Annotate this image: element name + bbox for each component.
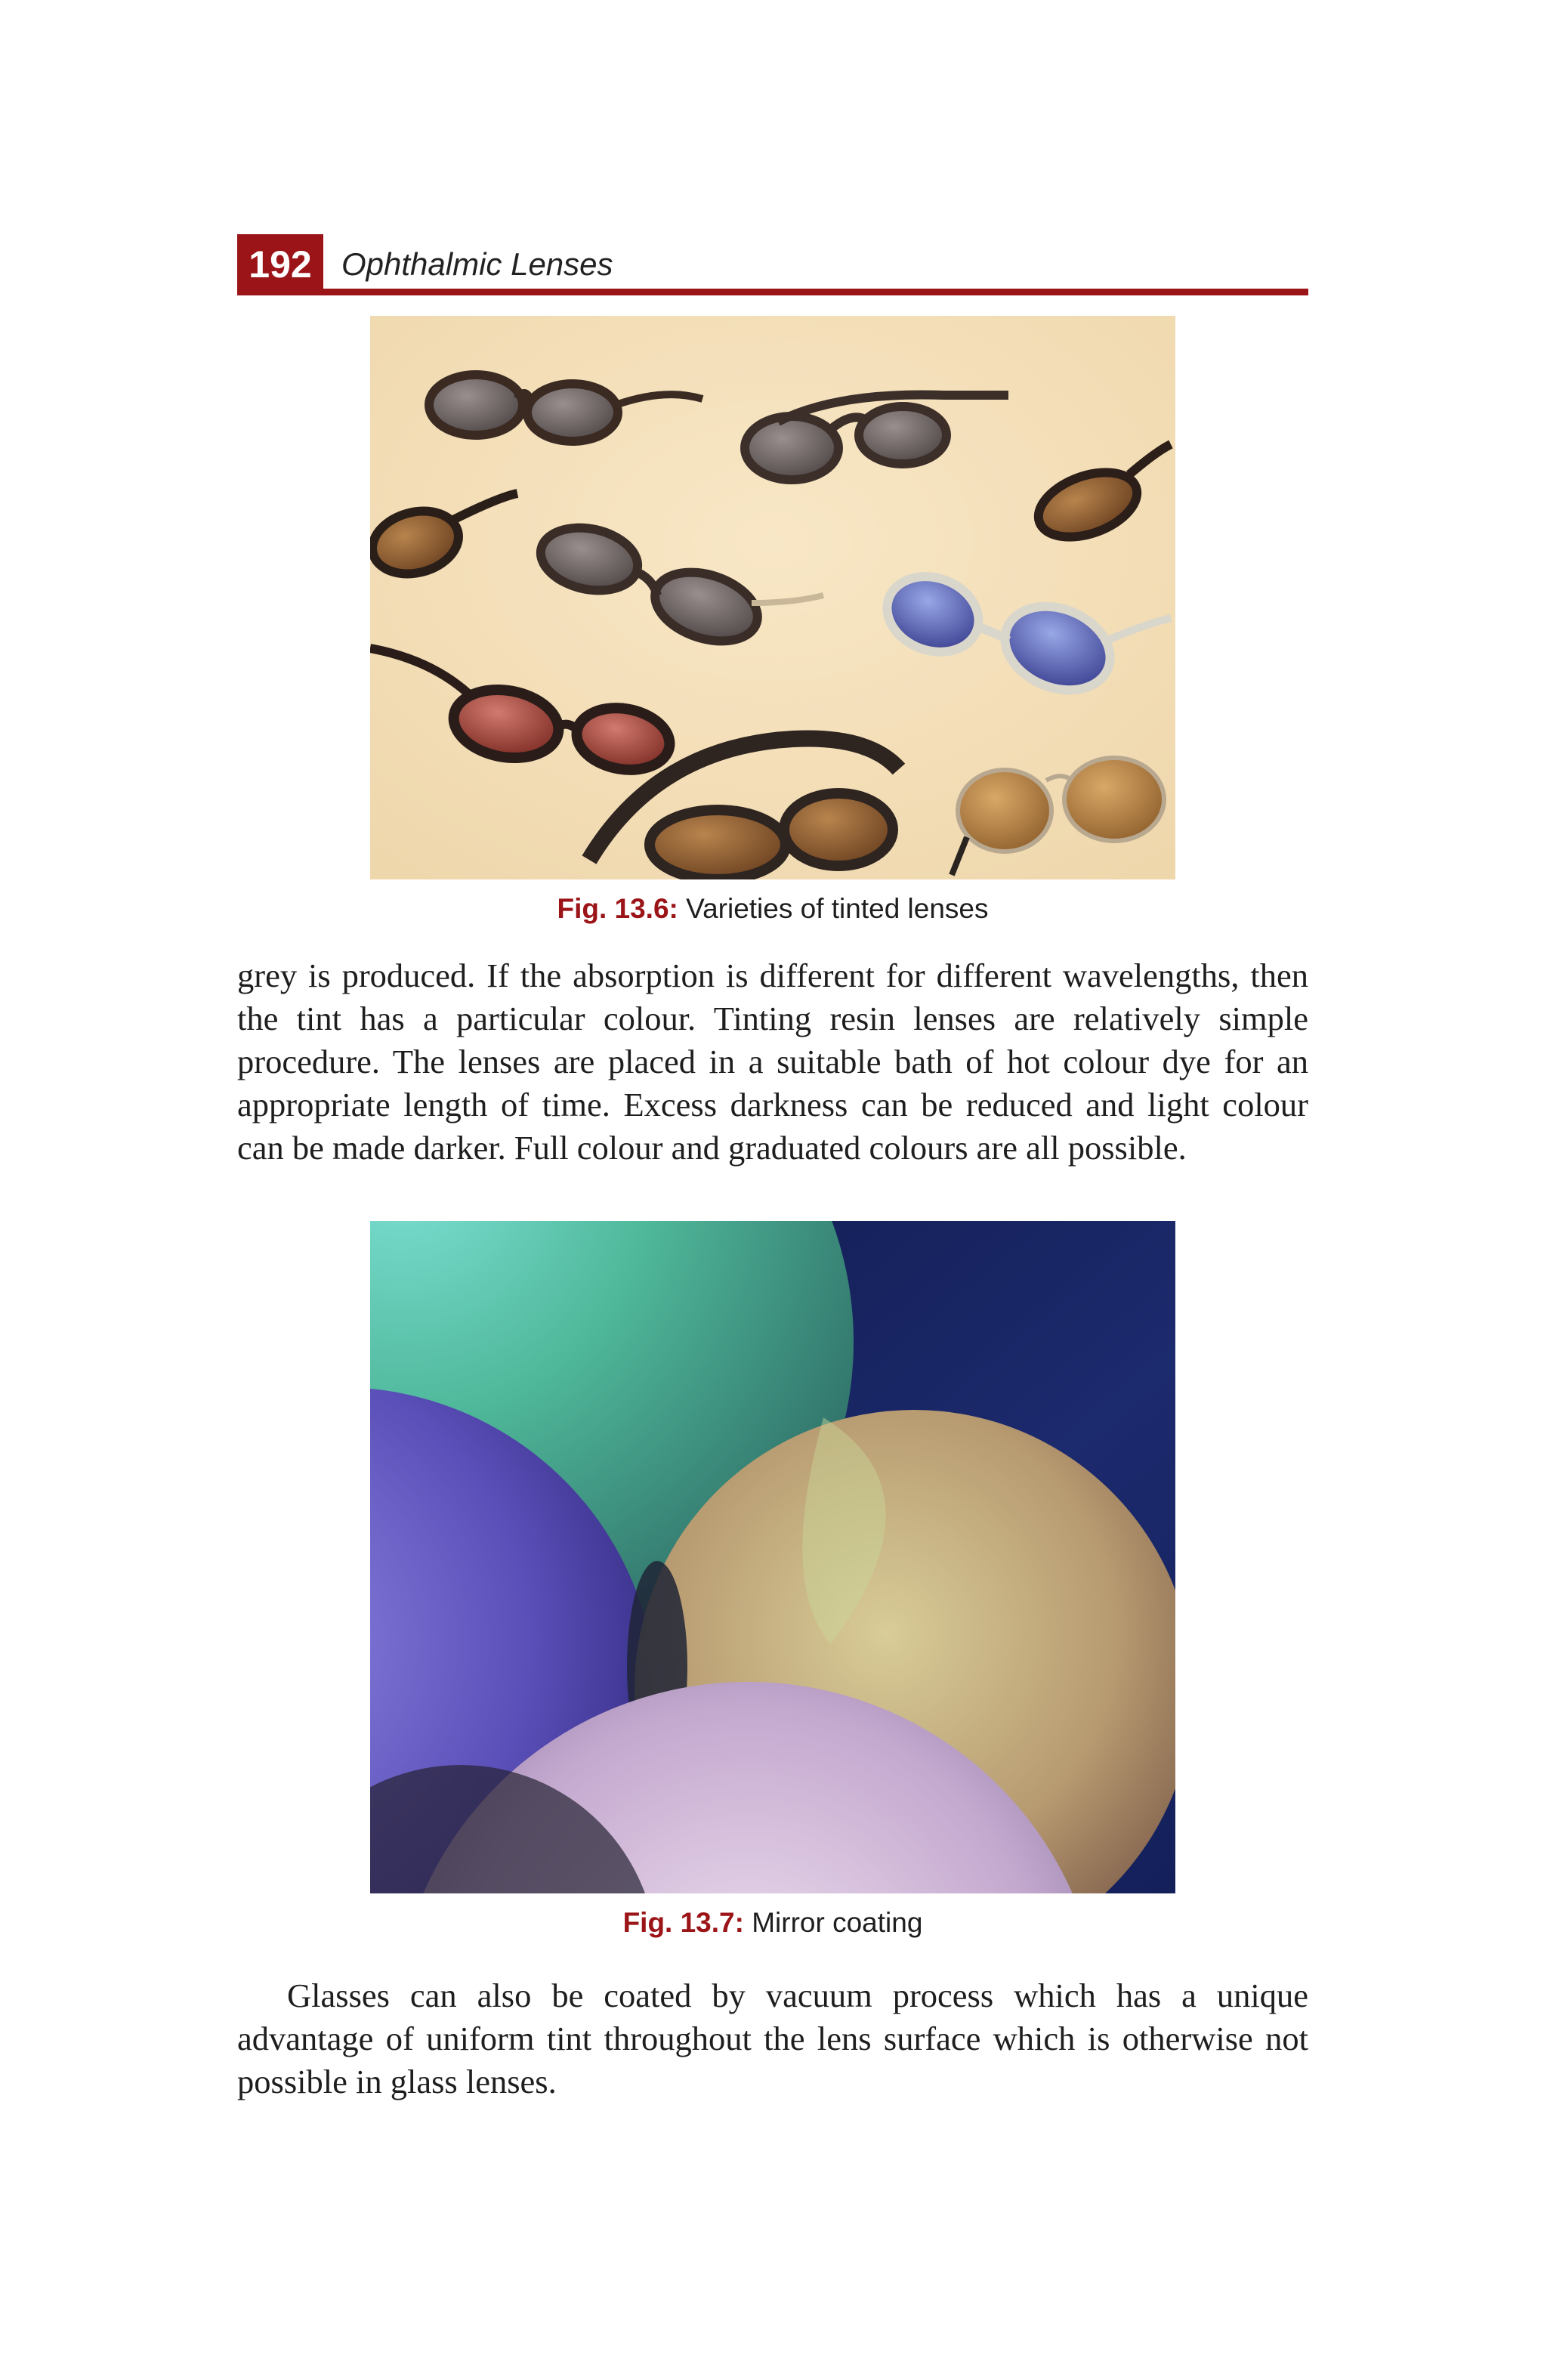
figure-caption-text: Varieties of tinted lenses [686,893,989,924]
running-title: Ophthalmic Lenses [341,246,613,282]
figure-caption [237,1907,1308,1939]
figure-label: Fig. 13.7: [622,1907,744,1938]
figure-label: Fig. 13.6: [557,893,678,924]
mirror-coating-photo [370,1221,1175,1893]
figure-caption [237,893,1308,925]
tinted-lenses-photo [370,316,1175,879]
header-rule [237,289,1308,295]
body-paragraph: grey is produced. If the absorption is different for different wavelengths, then the tint has a particular colour. Tinting resin lenses are relatively simple procedure. The lenses are placed in a suitable bath of hot colour dye for an appropriate length of time. Excess darkness can be reduced and light colour can be made darker. Full colour and graduated colours are all possible. [237,957,1308,1167]
page-number: 192 [237,234,323,295]
page-header [237,234,1308,295]
figure-caption-text: Mirror coating [752,1907,923,1938]
body-paragraph: Glasses can also be coated by vacuum process which has a unique advantage of uniform tint throughout the lens surface which is otherwise not possible in glass lenses. [237,1977,1308,2100]
